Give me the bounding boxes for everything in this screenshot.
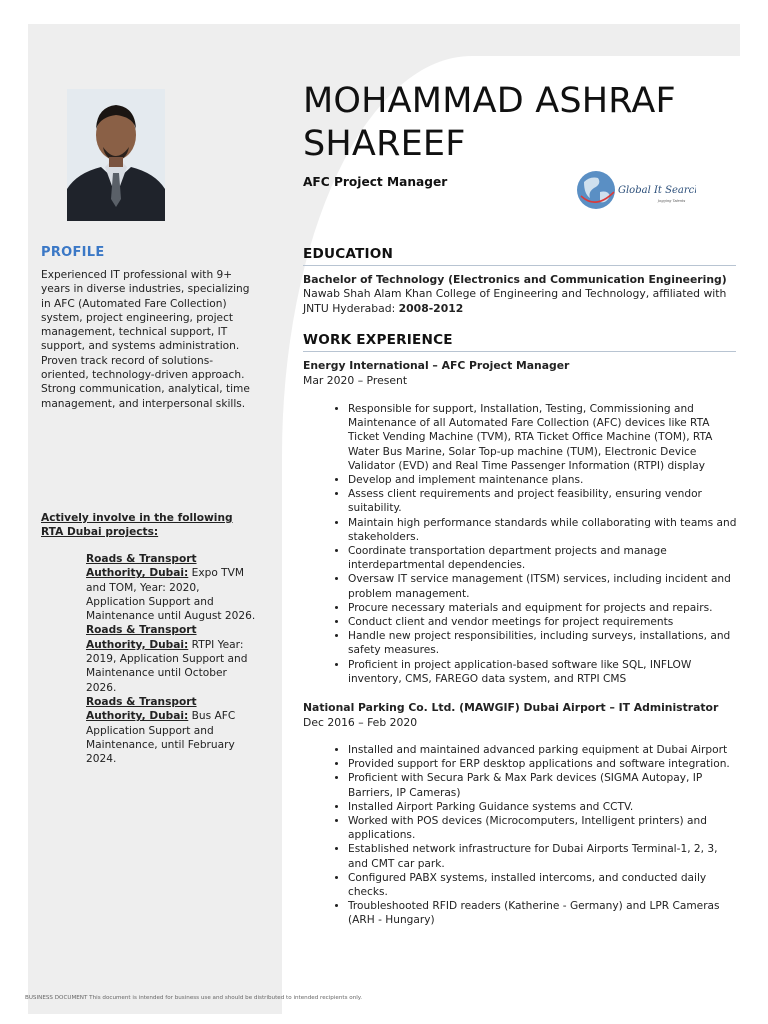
list-item: • Assess client requirements and project feasibility, ensuring vendor suitability.	[348, 487, 739, 515]
project-item	[86, 695, 256, 766]
list-item: • Develop and implement maintenance plans.	[348, 473, 739, 487]
job-title-2: National Parking Co. Ltd. (MAWGIF) Dubai Airport – IT Administrator	[303, 701, 719, 714]
list-item: • Installed Airport Parking Guidance systems and CCTV.	[348, 800, 739, 814]
candidate-name	[303, 80, 743, 166]
degree: Bachelor of Technology (Electronics and Communication Engineering)	[303, 273, 727, 286]
education-heading: EDUCATION	[303, 246, 736, 266]
project-details: RTPI Year: 2019, Application Support and Maintenance until October 2026.	[86, 638, 248, 694]
project-authority: Roads & Transport Authority, Dubai:	[86, 553, 197, 580]
job-date-2: Dec 2016 – Feb 2020	[303, 716, 418, 729]
list-item: • Handle new project responsibilities, including surveys, installations, and safety measures.	[348, 629, 739, 657]
list-item: • Responsible for support, Installation, Testing, Commissioning and Maintenance of all Automated Fare Collection (AFC) devices like RTA Ticket Vending Machine (TVM), RTA Ticket Office Machine (TOM), RTA Water Bus Marine, Solar Top-up machine (TUM), Electronic Device Validator (EVD) and Real Time Passenger Information (RTPI) display	[348, 402, 739, 473]
profile-photo	[67, 89, 165, 221]
list-item: • Procure necessary materials and equipment for projects and repairs.	[348, 601, 739, 615]
name-line-1: MOHAMMAD ASHRAF	[303, 81, 676, 121]
project-details: Expo TVM and TOM, Year: 2020, Application Support and Maintenance until August 2026.	[86, 567, 256, 623]
list-item: • Configured PABX systems, installed intercoms, and conducted daily checks.	[348, 871, 739, 899]
project-authority: Roads & Transport Authority, Dubai:	[86, 695, 197, 723]
list-item: • Established network infrastructure for Dubai Airports Terminal-1, 2, 3, and CMT car park.	[348, 842, 739, 870]
footer-label: BUSINESS DOCUMENT	[25, 995, 88, 1001]
list-item: • Conduct client and vendor meetings for project requirements	[348, 615, 739, 629]
project-details: Bus AFC Application Support and Maintenance, until February 2024.	[86, 710, 236, 766]
institution: Nawab Shah Alam Khan College of Engineering and Technology, affiliated with JNTU Hyderabad:	[303, 287, 727, 315]
list-item: • Oversaw IT service management (ITSM) services, including incident and problem management.	[348, 572, 739, 600]
list-item: • Maintain high performance standards while collaborating with teams and stakeholders.	[348, 516, 739, 544]
name-line-2: SHAREEF	[303, 124, 466, 164]
footer-text: This document is intended for business use and should be distributed to intended recipients only.	[87, 995, 363, 1001]
list-item: • Installed and maintained advanced parking equipment at Dubai Airport	[348, 743, 739, 757]
project-item	[86, 552, 256, 623]
project-authority: Roads & Transport Authority, Dubai:	[86, 624, 197, 651]
profile-heading: PROFILE	[41, 245, 105, 260]
job-title-1: Energy International – AFC Project Manager	[303, 359, 570, 372]
job-date-1: Mar 2020 – Present	[303, 374, 408, 387]
job-role: AFC Project Manager	[303, 175, 448, 189]
list-item: • Troubleshooted RFID readers (Katherine - Germany) and LPR Cameras (ARH - Hungary)	[348, 899, 739, 927]
person-portrait-icon	[67, 89, 165, 221]
projects-heading: Actively involve in the following RTA Dubai projects:	[41, 512, 233, 539]
list-item: • Coordinate transportation department projects and manage interdepartmental dependencies.	[348, 544, 739, 572]
globe-icon	[576, 166, 696, 214]
list-item: • Proficient with Secura Park & Max Park devices (SIGMA Autopay, IP Barriers, IP Cameras)	[348, 771, 739, 799]
list-item: • Provided support for ERP desktop applications and software integration.	[348, 757, 739, 771]
education-entry	[303, 273, 738, 316]
job-1-responsibilities	[303, 402, 739, 686]
job-2-responsibilities	[303, 743, 739, 928]
project-item	[86, 623, 256, 694]
list-item: • Worked with POS devices (Microcomputers, Intelligent printers) and applications.	[348, 814, 739, 842]
document-classification-footer	[25, 995, 362, 1001]
logo-text: Global It Search	[618, 185, 696, 196]
profile-summary: Experienced IT professional with 9+ years in diverse industries, specializing in AFC (Automated Fare Collection) system, project engineering, project management, technical support, IT support, and systems administration. Proven track record of solutions-oriented, technology-driven approach. Strong communication, analytical, time management, and interpersonal skills.	[41, 269, 250, 410]
projects-list	[86, 552, 256, 766]
company-logo	[576, 166, 696, 214]
work-experience-heading: WORK EXPERIENCE	[303, 332, 736, 352]
logo-tagline: Jogging Talents	[658, 199, 686, 203]
list-item: • Proficient in project application-based software like SQL, INFLOW inventory, CMS, FAREGO data system, and RTPI CMS	[348, 658, 739, 686]
education-years: 2008-2012	[398, 301, 464, 315]
